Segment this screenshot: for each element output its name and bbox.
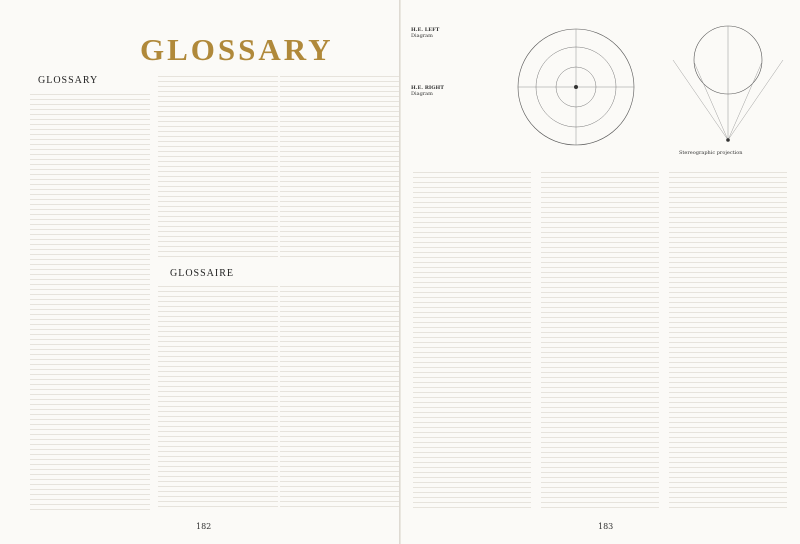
text-column-3 [280,72,400,260]
text-column-1 [30,90,150,510]
page-number-right: 183 [598,522,614,531]
glossary-section-heading: GLOSSARY [38,75,99,86]
text-column-4 [158,282,278,510]
circle-diagram-icon [511,22,641,152]
figure-caption-left-line: Diagram [411,33,433,39]
projection-diagram-icon [663,22,793,147]
text-column-2 [158,72,278,260]
glossaire-section-heading: GLOSSAIRE [170,268,235,279]
figure-caption-right-label: H.E. RIGHT [411,85,444,91]
glossary-title: GLOSSARY [140,32,334,67]
text-column-5 [280,282,400,510]
figure-caption-right [411,85,506,97]
figure-caption-right-line: Diagram [411,91,433,97]
text-column-8 [669,168,787,510]
figure-caption-left [411,27,506,39]
projection-diagram-label: Stereographic projection [679,150,743,156]
left-page [0,0,399,544]
figure-caption-left-label: H.E. LEFT [411,27,440,33]
text-column-7 [541,168,659,510]
text-column-6 [413,168,531,510]
right-page [401,0,800,544]
page-number-left: 182 [196,522,212,531]
